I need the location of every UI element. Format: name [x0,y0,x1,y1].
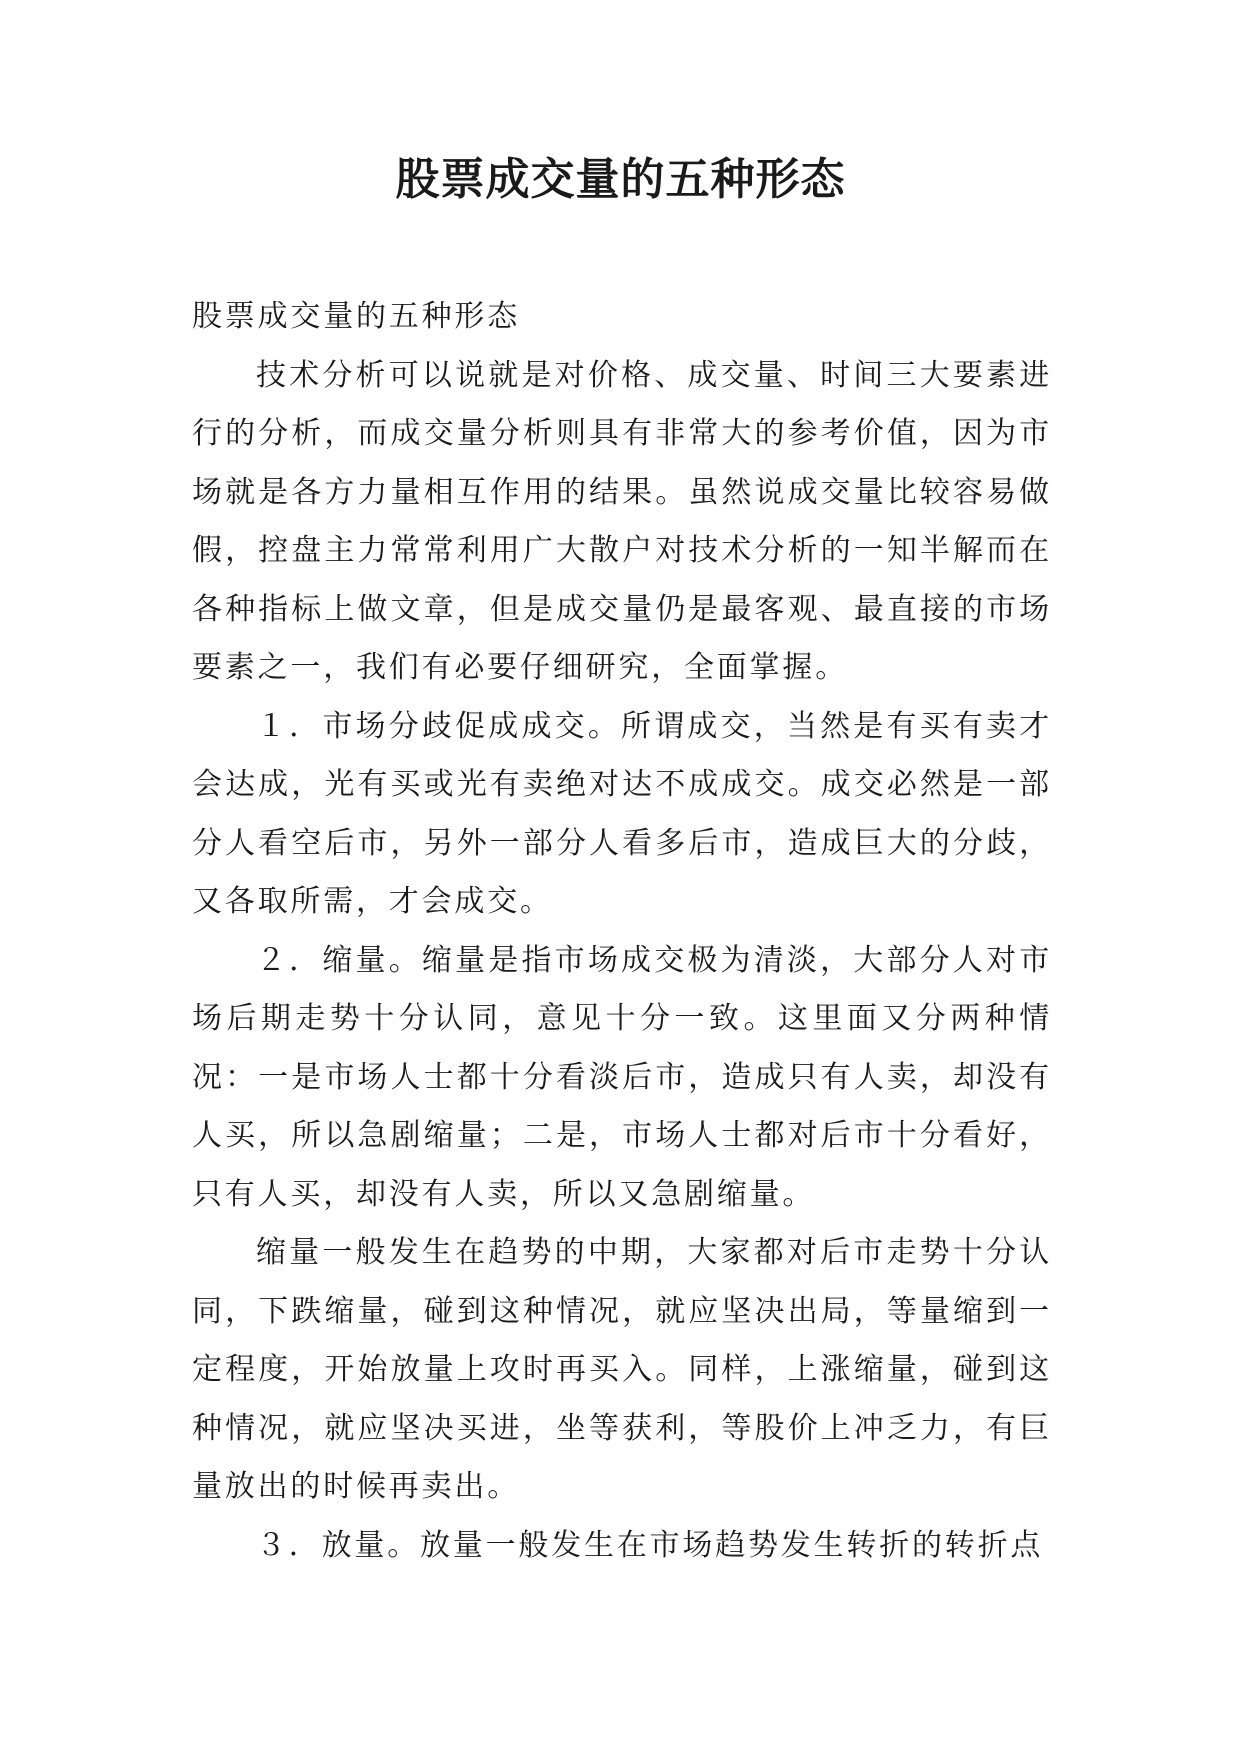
paragraph-intro: 技术分析可以说就是对价格、成交量、时间三大要素进行的分析，而成交量分析则具有非常大的参考价值，因为市场就是各方力量相互作用的结果。虽然说成交量比较容易做假，控盘主力常常利用广大散户对技术分析的一知半解而在各种指标上做文章，但是成交量仍是最客观、最直接的市场要素之一，我们有必要仔细研究，全面掌握。 [192,357,1052,685]
document-body [192,288,1052,1575]
paragraph-point-1: １．市场分歧促成成交。所谓成交，当然是有买有卖才会达成，光有买或光有卖绝对达不成成交。成交必然是一部分人看空后市，另外一部分人看多后市，造成巨大的分歧，又各取所需，才会成交。 [192,708,1052,919]
paragraph-point-2: ２．缩量。缩量是指市场成交极为清淡，大部分人对市场后期走势十分认同，意见十分一致。这里面又分两种情况：一是市场人士都十分看淡后市，造成只有人卖，却没有人买，所以急剧缩量；二是，市场人士都对后市十分看好，只有人买，却没有人卖，所以又急剧缩量。 [192,942,1052,1212]
document-title: 股票成交量的五种形态 [395,154,846,205]
paragraph-shrink-volume: 缩量一般发生在趋势的中期，大家都对后市走势十分认同，下跌缩量，碰到这种情况，就应坚决出局，等量缩到一定程度，开始放量上攻时再买入。同样，上涨缩量，碰到这种情况，就应坚决买进，坐等获利，等股价上冲乏力，有巨量放出的时候再卖出。 [192,1235,1052,1504]
paragraph-point-3: ３．放量。放量一般发生在市场趋势发生转折的转折点 [256,1527,1044,1563]
paragraph-subtitle: 股票成交量的五种形态 [192,299,520,334]
